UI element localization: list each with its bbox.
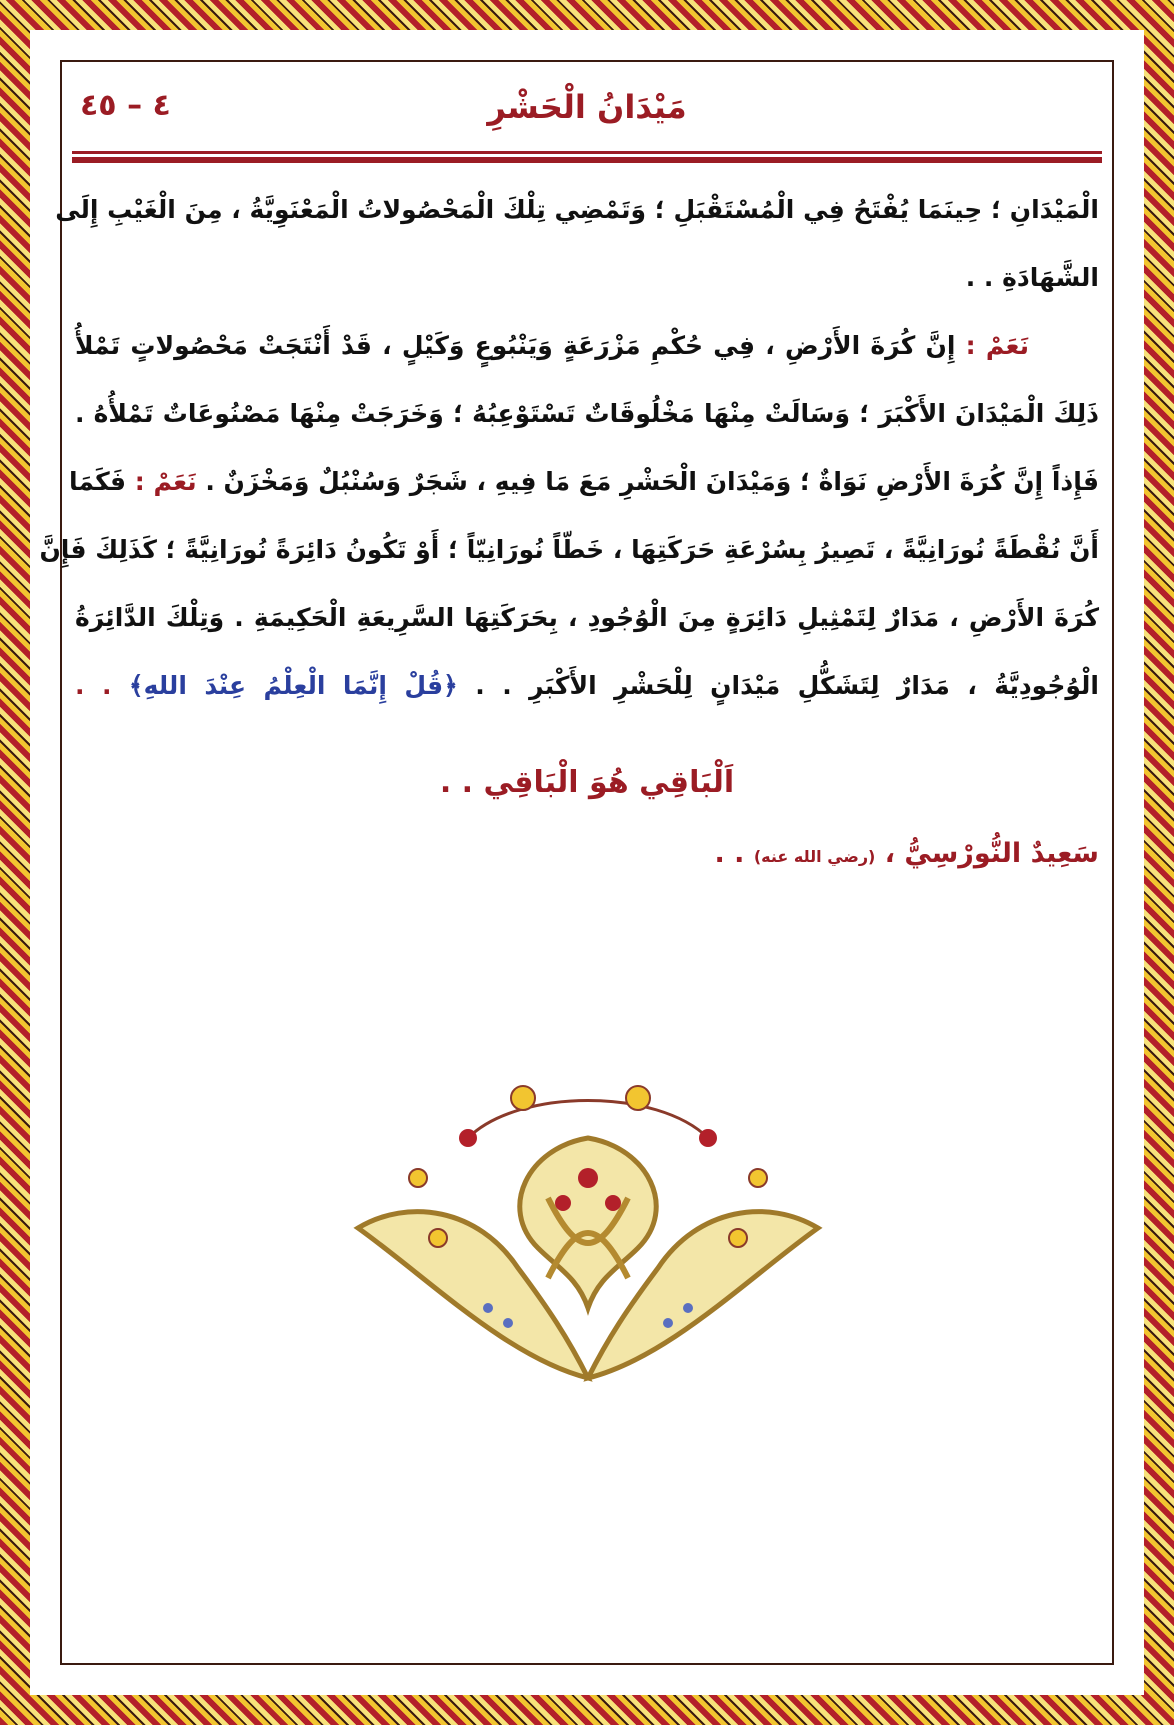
closing-phrase: اَلْبَاقِي هُوَ الْبَاقِي . . — [439, 765, 735, 800]
signature — [715, 838, 1099, 869]
page-number: ٤ – ٤٥ — [80, 88, 171, 123]
header-rule-thick — [72, 157, 1102, 163]
signature-dots: . . — [714, 838, 745, 869]
honorific-seal: (رضي الله عنه) — [753, 847, 876, 866]
text-line — [75, 389, 1099, 457]
text-span: الشَّهَادَةِ . . — [965, 263, 1099, 292]
naam-label: نَعَمْ : — [965, 331, 1029, 360]
text-line — [55, 185, 1099, 253]
text-span: إِنَّ كُرَةَ الأَرْضِ ، فِي حُكْمِ مَزْرَعَةٍ وَيَنْبُوعٍ وَكَيْلٍ ، قَدْ أَنْتَجَتْ مَحْصُولاتٍ تَمْلأُ — [75, 331, 956, 360]
body-text — [39, 185, 1099, 729]
text-span: كُرَةَ الأَرْضِ ، مَدَارٌ لِتَمْثِيلِ دَائِرَةٍ مِنَ الْوُجُودِ ، بِحَرَكَتِهَا السَّرِيعَةِ الْحَكِيمَةِ . وَتِلْكَ الدَّائِرَةُ — [75, 603, 1099, 632]
text-span: أَنَّ نُقْطَةً نُورَانِيَّةً ، تَصِيرُ بِسُرْعَةِ حَرَكَتِهَا ، خَطّاً نُورَانِيّاً ؛ أَوْ تَكُونُ دَائِرَةً نُورَانِيَّةً ؛ كَذَلِكَ فَإِنَّ — [39, 535, 1099, 564]
text-span: فَكَمَا — [69, 467, 127, 496]
text-line — [75, 661, 1099, 729]
text-line — [75, 321, 1099, 389]
text-span: الْمَيْدَانِ ؛ حِينَمَا يُفْتَحُ فِي الْمُسْتَقْبَلِ ؛ وَتَمْضِي تِلْكَ الْمَحْصُولاتُ الْمَعْنَوِيَّةُ ، مِنَ الْغَيْبِ إِلَى — [55, 195, 1099, 224]
quran-quote: ﴿قُلْ إِنَّمَا الْعِلْمُ عِنْدَ اللهِ﴾ — [128, 671, 458, 700]
author-name: سَعِيدٌ النُّورْسِيُّ ، — [884, 838, 1099, 869]
trailing-dots: . . — [75, 671, 112, 700]
text-line — [39, 525, 1099, 593]
naam-label: نَعَمْ : — [134, 467, 197, 496]
text-line — [75, 593, 1099, 661]
text-line — [75, 253, 1099, 321]
text-span: الْوُجُودِيَّةُ ، مَدَارٌ لِتَشَكُّلِ مَيْدَانٍ لِلْحَشْرِ الأَكْبَرِ . . — [475, 671, 1099, 700]
floral-ornament — [348, 1078, 828, 1418]
page-header — [72, 88, 1102, 138]
text-span: فَإِذاً إِنَّ كُرَةَ الأَرْضِ نَوَاةٌ ؛ وَمَيْدَانَ الْحَشْرِ مَعَ مَا فِيهِ ، شَجَرٌ وَسُنْبُلٌ وَمَخْزَنٌ . — [205, 467, 1099, 496]
text-span: ذَلِكَ الْمَيْدَانَ الأَكْبَرَ ؛ وَسَالَتْ مِنْهَا مَخْلُوقَاتٌ تَسْتَوْعِبُهُ ؛ وَخَرَجَتْ مِنْهَا مَصْنُوعَاتٌ تَمْلأُهُ . — [75, 399, 1099, 428]
header-rule-thin — [72, 151, 1102, 154]
page-title: مَيْدَانُ الْحَشْرِ — [487, 88, 687, 126]
text-line — [69, 457, 1099, 525]
center-knot — [520, 1138, 656, 1308]
